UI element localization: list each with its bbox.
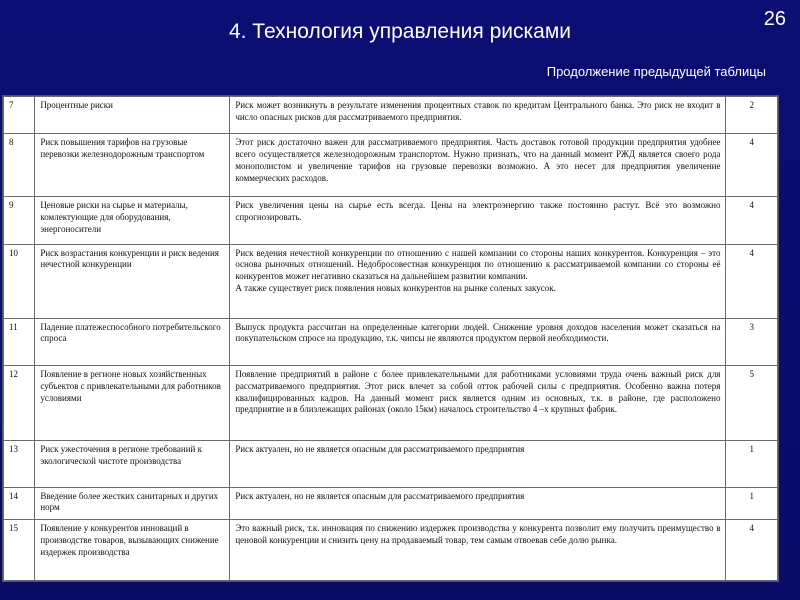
risk-description: Появление предприятий в районе с более привлекательными для работниками условиями труда очень важный риск для рассматриваемого предприятия. Этот риск влечет за собой отток рабочей силы с предприятия. Особенно важна потеря квалифицированных кадров. На данный момент риск является одним из основных, т.к. в районе, где расположено предприятие и в близлежащих районах (около 15км) началось строительство 4 –х крупных фабрик. <box>230 366 726 441</box>
risk-description: Риск увеличения цены на сырье есть всегда. Цены на электроэнергию также постоянно растут. Всё это возможно спрогнозировать. <box>230 197 726 245</box>
risk-score: 2 <box>726 97 778 134</box>
risk-name: Риск повышения тарифов на грузовые перевозки железнодорожным транспортом <box>35 134 230 197</box>
table-row <box>4 441 778 488</box>
table-row <box>4 318 778 366</box>
risk-score: 3 <box>726 318 778 366</box>
risk-description: Риск может возникнуть в результате изменения процентных ставок по кредитам Центрального банка. Это риск не входит в число опасных рисков для рассматриваемого предприятия. <box>230 97 726 134</box>
row-number: 10 <box>4 244 35 318</box>
risk-description-main: Риск ведения нечестной конкуренции по отношению с нашей компании со стороны наших конкурентов. Конкуренция – это основа рыночных отношений. Недобросовестная конкуренция по отношению к рассматриваемой компании со стороны её конкурентов может негативно сказаться на дальнейшем развитии компании. <box>235 247 721 282</box>
row-number: 13 <box>4 441 35 488</box>
risk-description: Этот риск достаточно важен для рассматриваемого предприятия. Часть доставок готовой продукции предприятия удобнее всего осуществляется железнодорожным транспортом. Нужно признать, что на данный момент РЖД является своего рода монополистом и увеличение тарифов на грузовые перевозки возможно. А это несет для предприятия увеличение коммерческих расходов. <box>230 134 726 197</box>
risk-score: 4 <box>726 197 778 245</box>
risk-name: Появление в регионе новых хозяйственных субъектов с привлекательными для работников условиями <box>35 366 230 441</box>
table-row <box>4 97 778 134</box>
row-number: 12 <box>4 366 35 441</box>
row-number: 9 <box>4 197 35 245</box>
risk-score: 4 <box>726 134 778 197</box>
risk-name: Риск возрастания конкуренции и риск ведения нечестной конкуренции <box>35 244 230 318</box>
table-row <box>4 134 778 197</box>
table-row <box>4 487 778 519</box>
slide-subtitle: Продолжение предыдущей таблицы <box>546 64 766 79</box>
risk-table <box>3 96 778 581</box>
risk-description: Риск актуален, но не является опасным для рассматриваемого предприятия <box>230 487 726 519</box>
risk-description <box>230 244 726 318</box>
risk-score: 1 <box>726 441 778 488</box>
slide-number: 26 <box>763 8 786 30</box>
row-number: 11 <box>4 318 35 366</box>
risk-score: 1 <box>726 487 778 519</box>
risk-name: Риск ужесточения в регионе требований к экологической чистоте производства <box>35 441 230 488</box>
risk-name: Появление у конкурентов инноваций в производстве товаров, вызывающих снижение издержек производства <box>35 520 230 581</box>
risk-name: Процентные риски <box>35 97 230 134</box>
table-row <box>4 244 778 318</box>
row-number: 15 <box>4 520 35 581</box>
table-row <box>4 366 778 441</box>
risk-score: 5 <box>726 366 778 441</box>
risk-name: Ценовые риски на сырье и материалы, комлектующие для оборудования, энергоносители <box>35 197 230 245</box>
slide-title: 4. Технология управления рисками <box>228 20 572 43</box>
risk-name: Введение более жестких санитарных и других норм <box>35 487 230 519</box>
risk-description: Выпуск продукта рассчитан на определенные категории людей. Снижение уровня доходов населения может сказаться на покупательском спросе на продукцию, т.к. чипсы не являются продуктом первой необходимости. <box>230 318 726 366</box>
row-number: 8 <box>4 134 35 197</box>
risk-score: 4 <box>726 244 778 318</box>
risk-description: Это важный риск, т.к. инновация по снижению издержек производства у конкурента позволит ему получить преимущество в ценовой конкуренции и снизить цену на продаваемый товар, тем самым отвоевав себе долю рынка. <box>230 520 726 581</box>
risk-name: Падение платежеспособного потребительского спроса <box>35 318 230 366</box>
risk-description-extra: А также существует риск появления новых конкурентов на рынке соленых закусок. <box>235 282 556 293</box>
table-row <box>4 520 778 581</box>
risk-score: 4 <box>726 520 778 581</box>
table-row <box>4 197 778 245</box>
risk-description: Риск актуален, но не является опасным для рассматриваемого предприятия <box>230 441 726 488</box>
row-number: 14 <box>4 487 35 519</box>
row-number: 7 <box>4 97 35 134</box>
risk-table-container <box>2 95 779 582</box>
